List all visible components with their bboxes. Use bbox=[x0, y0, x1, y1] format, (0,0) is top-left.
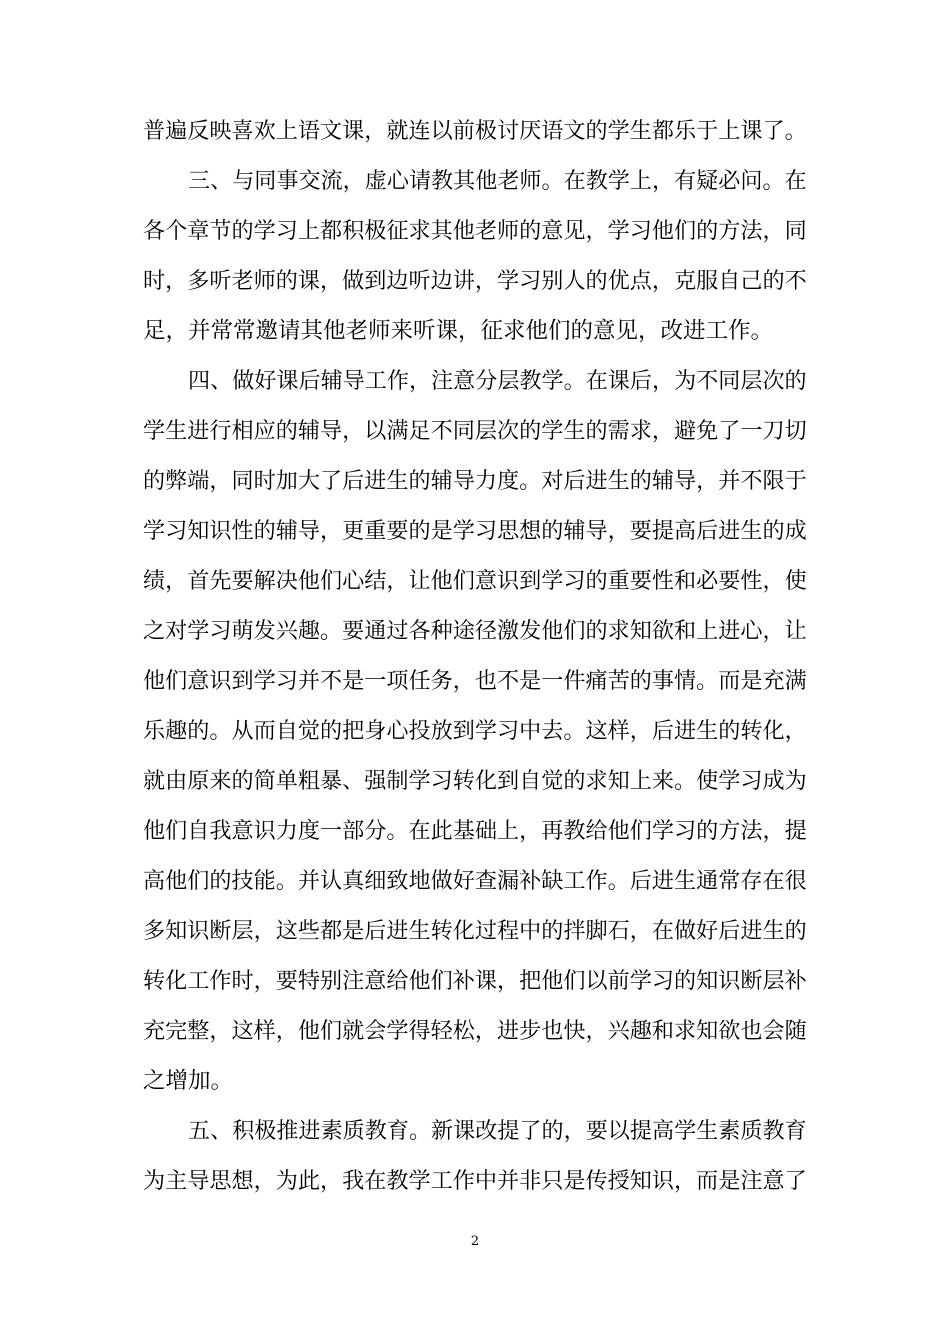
paragraph-5-start: 五、积极推进素质教育。新课改提了的，要以提高学生素质教育 bbox=[188, 1118, 807, 1144]
text-line: 时，多听老师的课，做到边听边讲，学习别人的优点，克服自己的不 bbox=[143, 268, 807, 294]
text-line: 各个章节的学习上都积极征求其他老师的意见，学习他们的方法，同 bbox=[143, 218, 807, 244]
text-line: 多知识断层，这些都是后进生转化过程中的拌脚石，在做好后进生的 bbox=[143, 918, 807, 944]
text-line: 高他们的技能。并认真细致地做好查漏补缺工作。后进生通常存在很 bbox=[143, 868, 807, 894]
text-line: 之对学习萌发兴趣。要通过各种途径激发他们的求知欲和上进心，让 bbox=[143, 618, 807, 644]
text-line: 转化工作时，要特别注意给他们补课，把他们以前学习的知识断层补 bbox=[143, 968, 807, 994]
text-line: 他们自我意识力度一部分。在此基础上，再教给他们学习的方法，提 bbox=[143, 818, 807, 844]
text-line: 乐趣的。从而自觉的把身心投放到学习中去。这样，后进生的转化， bbox=[143, 718, 807, 744]
text-line: 学习知识性的辅导，更重要的是学习思想的辅导，要提高后进生的成 bbox=[143, 518, 807, 544]
text-line: 他们意识到学习并不是一项任务，也不是一件痛苦的事情。而是充满 bbox=[143, 668, 807, 694]
text-line: 就由原来的简单粗暴、强制学习转化到自觉的求知上来。使学习成为 bbox=[143, 768, 807, 794]
paragraph-4-start: 四、做好课后辅导工作，注意分层教学。在课后，为不同层次的 bbox=[188, 368, 807, 394]
text-line: 充完整，这样，他们就会学得轻松，进步也快，兴趣和求知欲也会随 bbox=[143, 1018, 807, 1044]
text-line: 为主导思想，为此，我在教学工作中并非只是传授知识，而是注意了 bbox=[143, 1168, 807, 1194]
text-line: 的弊端，同时加大了后进生的辅导力度。对后进生的辅导，并不限于 bbox=[143, 468, 807, 494]
page-number: 2 bbox=[470, 1234, 480, 1249]
text-line: 足，并常常邀请其他老师来听课，征求他们的意见，改进工作。 bbox=[143, 318, 774, 344]
text-line: 绩，首先要解决他们心结，让他们意识到学习的重要性和必要性，使 bbox=[143, 568, 807, 594]
text-line: 之增加。 bbox=[143, 1068, 234, 1094]
paragraph-3-start: 三、与同事交流，虚心请教其他老师。在教学上，有疑必问。在 bbox=[188, 168, 807, 194]
text-line: 学生进行相应的辅导，以满足不同层次的学生的需求，避免了一刀切 bbox=[143, 418, 807, 444]
text-line: 普遍反映喜欢上语文课，就连以前极讨厌语文的学生都乐于上课了。 bbox=[143, 118, 807, 144]
